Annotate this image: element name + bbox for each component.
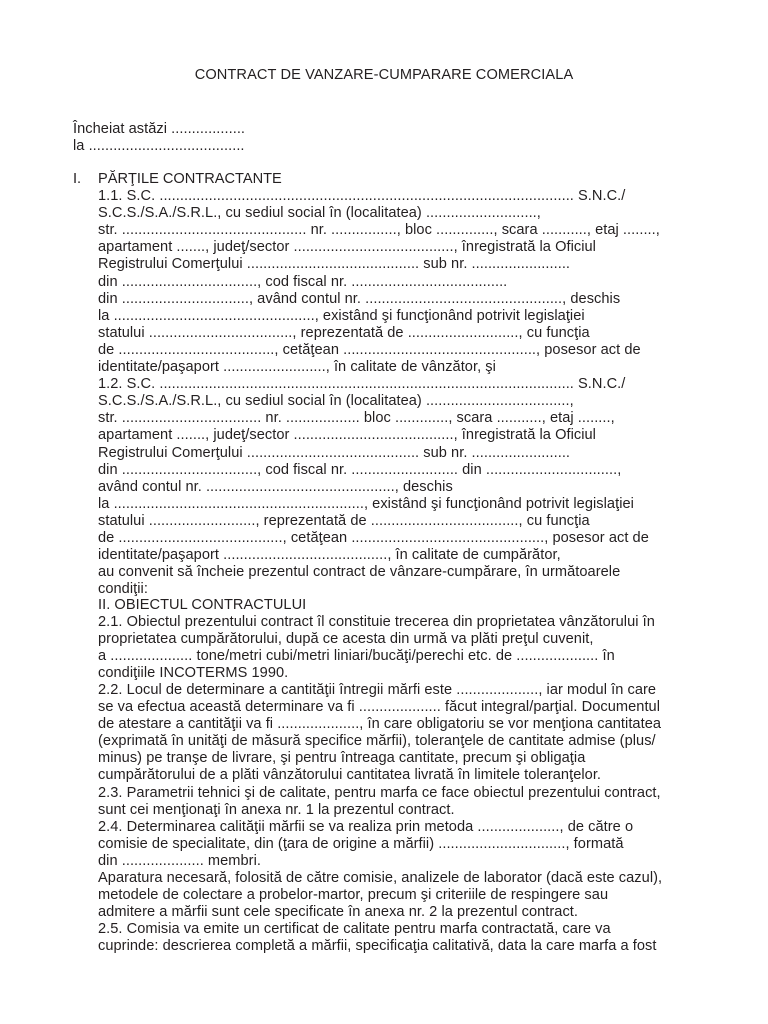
section2-line-18: admitere a mărfii sunt cele specificate în anexa nr. 2 la prezentul contract. — [98, 903, 579, 920]
section1-line-18: având contul nr. .............................................., deschis — [98, 478, 453, 495]
section2-line-15: din .................... membri. — [98, 852, 261, 869]
section1-number: I. — [73, 171, 82, 187]
section1-line-20: statului .........................., reprezentată de ...................................., cu funcţia — [98, 512, 590, 529]
section2-line-11: 2.3. Parametrii tehnici şi de calitate, pentru marfa ce face obiectul prezentului contract, — [98, 784, 661, 801]
section2-line-10: cumpărătorului de a plăti vânzătorului cantitatea livrată în limitele toleranţelor. — [98, 767, 602, 784]
section2-line-14: comisie de specialitate, din (ţara de origine a mărfii) ..............................., formată — [98, 835, 624, 852]
section1-line-13: S.C.S./S.A./S.R.L., cu sediul social în (localitatea) ..................................., — [98, 393, 574, 410]
section2-line-4: condiţiile INCOTERMS 1990. — [98, 665, 289, 682]
section1-line-4: apartament ......., judeţ/sector ......................................., înregistrată la Oficiul — [98, 239, 596, 256]
section2-line-2: proprietatea cumpărătorului, după ce acesta din urmă va plăti preţul cuvenit, — [98, 631, 594, 648]
section1-line-8: la ................................................., existând şi funcţionând potrivit legislaţiei — [98, 307, 585, 324]
section1-line-24: condiţii: — [98, 581, 148, 598]
section2-line-17: metodele de colectare a probelor-martor, precum şi criteriile de respingere sau — [98, 886, 609, 903]
section2-heading: II. OBIECTUL CONTRACTULUI — [98, 597, 307, 613]
section2-line-19: 2.5. Comisia va emite un certificat de calitate pentru marfa contractată, care va — [98, 920, 611, 937]
section2-line-13: 2.4. Determinarea calităţii mărfii se va realiza prin metoda ...................., de către o — [98, 818, 634, 835]
section2-line-7: de atestare a cantităţii va fi ...................., în care obligatoriu se vor menţiona cantitatea — [98, 716, 662, 733]
section2-line-20: cuprinde: descrierea completă a mărfii, specificaţia calitativă, data la care marfa a fost — [98, 937, 657, 954]
section2-line-12: sunt cei menţionaţi în anexa nr. 1 la prezentul contract. — [98, 801, 455, 818]
document-title: CONTRACT DE VANZARE-CUMPARARE COMERCIALA — [194, 67, 574, 83]
section1-line-22: identitate/paşaport ........................................, în calitate de cumpărător, — [98, 547, 561, 564]
section2-line-8: (exprimată în unităţi de măsură specifice mărfii), toleranţele de cantitate admise (plus/ — [98, 733, 656, 750]
section1-line-1: 1.1. S.C. ..................................................................................................... S.N.C./ — [98, 188, 626, 204]
section2-line-1: 2.1. Obiectul prezentului contract îl constituie trecerea din proprietatea vânzătorului în — [98, 614, 655, 630]
section1-line-21: de ........................................, cetăţean ..............................................., posesor act de — [98, 530, 649, 546]
section2-line-9: minus) pe tranşe de livrare, şi pentru întreaga cantitate, precum şi obligaţia — [98, 750, 586, 767]
section1-line-3: str. ............................................. nr. ................, bloc .............., scara ..........., etaj ........, — [98, 222, 660, 239]
section1-line-19: la ............................................................., existând şi funcţionând potrivit legislaţiei — [98, 495, 634, 512]
section2-line-16: Aparatura necesară, folosită de către comisie, analizele de laborator (dacă este cazul), — [98, 869, 663, 886]
section1-heading: PĂRŢILE CONTRACTANTE — [98, 171, 282, 187]
section1-line-6: din ................................., cod fiscal nr. ...................................... — [98, 273, 508, 290]
section2-line-3: a .................... tone/metri cubi/metri liniari/bucăţi/perechi etc. de .................... în — [98, 648, 615, 665]
section1-line-5: Registrului Comerţului .......................................... sub nr. ........................ — [98, 256, 571, 273]
section2-line-6: se va efectua această determinare va fi .................... făcut integral/parţial. Documentul — [98, 699, 661, 716]
section1-line-7: din ..............................., având contul nr. ................................................, deschis — [98, 290, 621, 307]
section1-line-9: statului ..................................., reprezentată de ..........................., cu funcţia — [98, 324, 590, 341]
section1-line-11: identitate/paşaport ........................., în calitate de vânzător, şi — [98, 359, 496, 375]
section1-line-17: din ................................., cod fiscal nr. .......................... din ................................, — [98, 461, 622, 478]
section1-line-23: au convenit să încheie prezentul contract de vânzare-cumpărare, în următoarele — [98, 564, 621, 581]
intro-date-line: Încheiat astăzi .................. — [73, 121, 246, 137]
section1-line-12: 1.2. S.C. ..................................................................................................... S.N.C./ — [98, 376, 626, 393]
section2-line-5: 2.2. Locul de determinare a cantităţii întregii mărfi este ...................., iar modul în care — [98, 682, 657, 699]
intro-place-line: la ...................................... — [73, 138, 245, 154]
section1-line-14: str. .................................. nr. .................. bloc ............., scara ..........., etaj ........, — [98, 410, 615, 427]
section1-line-10: de ......................................, cetăţean ..............................................., posesor act de — [98, 341, 641, 358]
section1-line-16: Registrului Comerţului .......................................... sub nr. ........................ — [98, 444, 571, 461]
section1-line-15: apartament ......., judeţ/sector ......................................., înregistrată la Oficiul — [98, 427, 596, 444]
section1-line-2: S.C.S./S.A./S.R.L., cu sediul social în (localitatea) ..........................., — [98, 205, 541, 222]
